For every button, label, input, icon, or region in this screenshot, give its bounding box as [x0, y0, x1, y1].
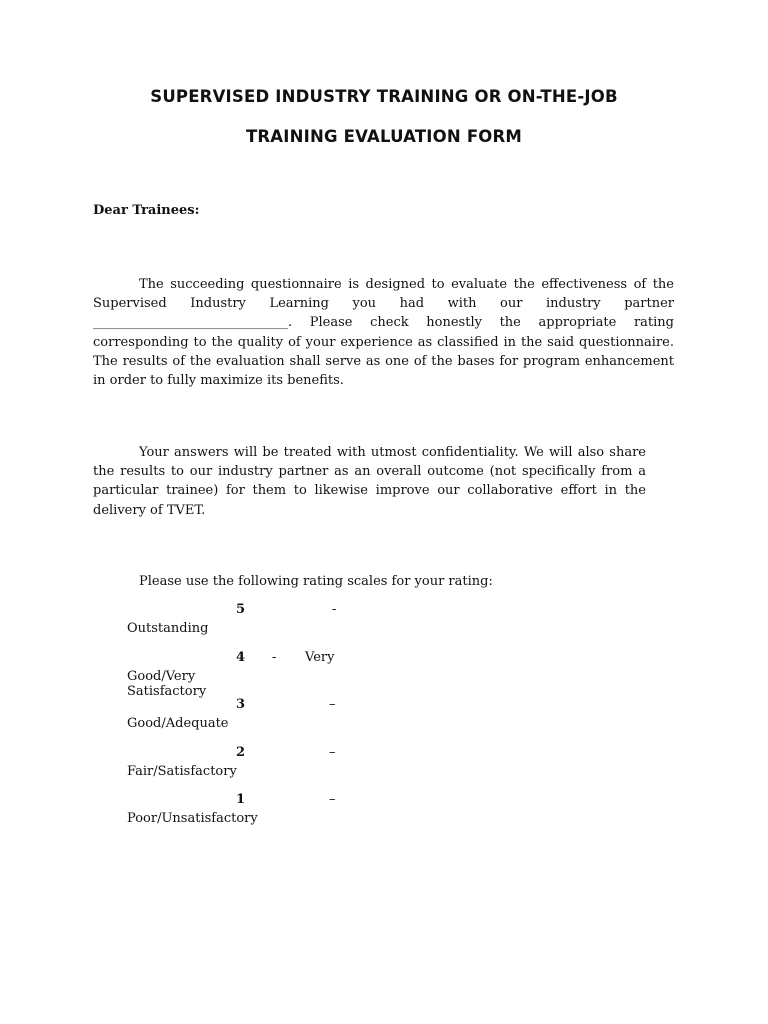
rating-number: 2	[236, 745, 246, 760]
rating-number: 5	[236, 602, 246, 617]
rating-separator: –	[329, 697, 336, 712]
rating-separator: -	[332, 602, 337, 617]
rating-label-prefix: Very	[305, 650, 335, 665]
rating-number: 3	[236, 697, 246, 712]
confidentiality-paragraph: Your answers will be treated with utmost confidentiality. We will also share the results to our industry partner as an overall outcome (not specifically from a particular trainee) for them to likewise improve our collaborative effort in the delivery of TVET.	[93, 445, 646, 518]
rating-number: 4	[236, 650, 246, 665]
salutation: Dear Trainees:	[93, 203, 200, 218]
rating-label: Poor/Unsatisfactory	[127, 811, 258, 826]
rating-separator: –	[329, 792, 336, 807]
rating-label: Outstanding	[127, 621, 209, 636]
form-title-line-1: SUPERVISED INDUSTRY TRAINING OR ON-THE-JOB	[150, 87, 618, 106]
rating-label: Fair/Satisfactory	[127, 764, 237, 779]
intro-paragraph: The succeeding questionnaire is designed to evaluate the effectiveness of the Supervised Industry Learning you had with our industry partner ______________________________. Please check honestly the appropriate rating corresponding to the quality of your experience as classified in the said questionnaire. The results of the evaluation shall serve as one of the bases for program enhancement in order to fully maximize its benefits.	[93, 277, 674, 389]
rating-label: Good/Adequate	[127, 716, 229, 731]
rating-scale-intro: Please use the following rating scales for your rating:	[139, 574, 493, 589]
rating-separator: -	[272, 650, 277, 665]
rating-number: 1	[236, 792, 246, 807]
rating-label: Good/Very Satisfactory	[127, 669, 207, 699]
form-title-line-2: TRAINING EVALUATION FORM	[245, 127, 523, 146]
rating-separator: –	[329, 745, 336, 760]
